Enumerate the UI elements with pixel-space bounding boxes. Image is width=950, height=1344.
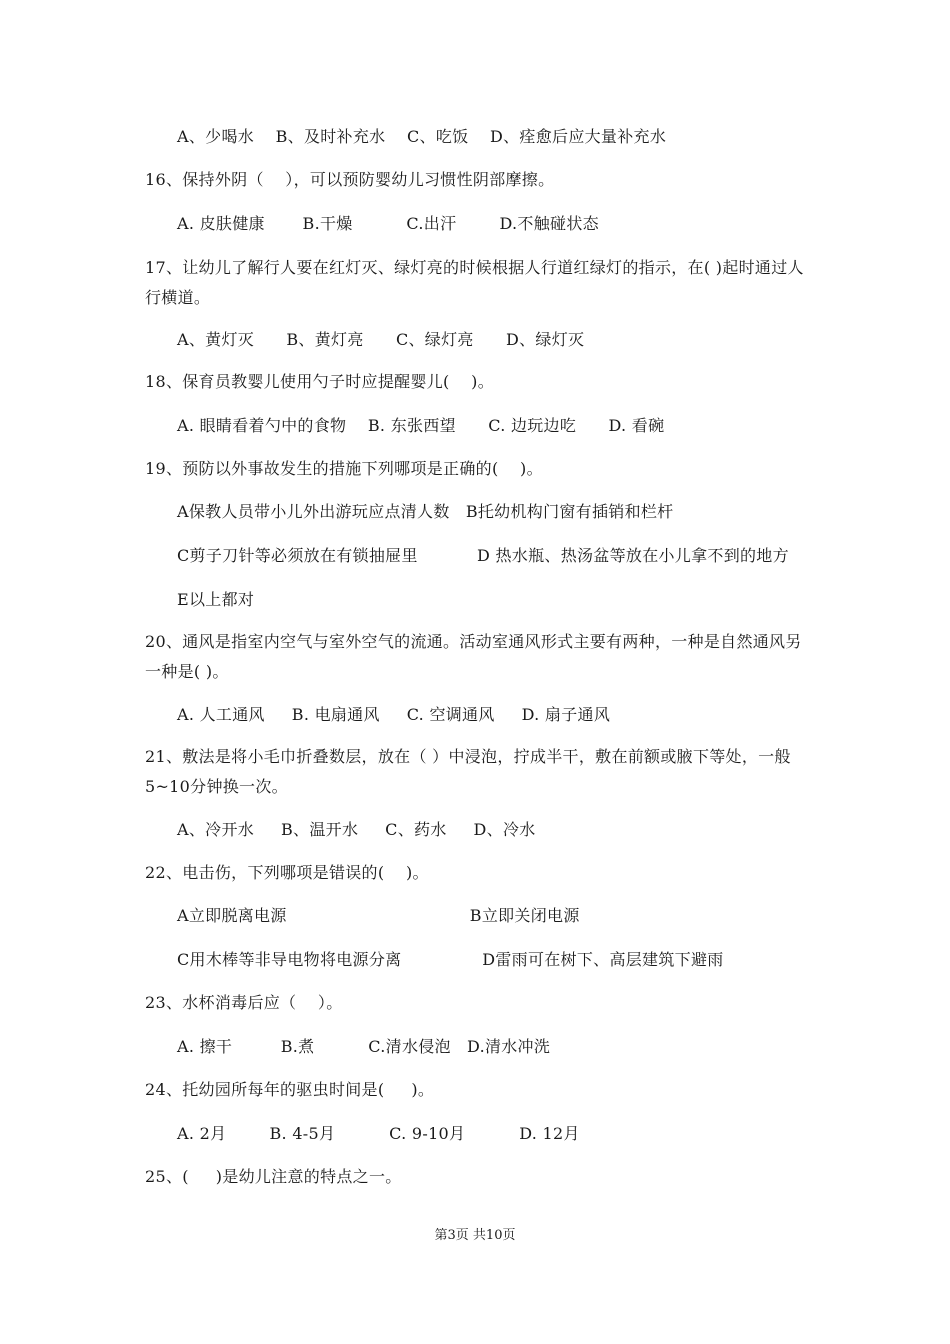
q21-options: A、冷开水 B、温开水 C、药水 D、冷水 xyxy=(177,820,536,839)
question-25: 25、( )是幼儿注意的特点之一。 xyxy=(145,1167,402,1186)
question-23: 23、水杯消毒后应（ ）。 xyxy=(145,993,343,1012)
question-16: 16、保持外阴（ ），可以预防婴幼儿习惯性阴部摩擦。 xyxy=(145,170,555,189)
q24-options: A. 2月 B. 4-5月 C. 9-10月 D. 12月 xyxy=(177,1124,580,1143)
question-22: 22、电击伤，下列哪项是错误的( )。 xyxy=(145,863,429,882)
q23-options: A. 擦干 B.煮 C.清水侵泡 D.清水冲洗 xyxy=(177,1037,551,1056)
question-24: 24、托幼园所每年的驱虫时间是( )。 xyxy=(145,1080,435,1099)
question-18: 18、保育员教婴儿使用勺子时应提醒婴儿( )。 xyxy=(145,372,494,391)
question-19: 19、预防以外事故发生的措施下列哪项是正确的( )。 xyxy=(145,459,543,478)
q19-options-row2: C剪子刀针等必须放在有锁抽屉里 D 热水瓶、热汤盆等放在小儿拿不到的地方 xyxy=(177,546,789,565)
q19-options-row1: A保教人员带小儿外出游玩应点清人数 B托幼机构门窗有插销和栏杆 xyxy=(177,502,674,521)
q20-options: A. 人工通风 B. 电扇通风 C. 空调通风 D. 扇子通风 xyxy=(177,705,611,724)
page-number-footer: 第3页 共10页 xyxy=(434,1228,516,1243)
q18-options: A. 眼睛看着勺中的食物 B. 东张西望 C. 边玩边吃 D. 看碗 xyxy=(177,416,665,435)
q19-options-row3: E以上都对 xyxy=(177,590,255,609)
q17-options: A、黄灯灭 B、黄灯亮 C、绿灯亮 D、绿灯灭 xyxy=(177,330,585,349)
q15-options: A、少喝水 B、及时补充水 C、吃饭 D、痊愈后应大量补充水 xyxy=(177,127,667,146)
q22-options-row2: C用木棒等非导电物将电源分离 D雷雨可在树下、高层建筑下避雨 xyxy=(177,950,724,969)
question-20: 20、通风是指室内空气与室外空气的流通。活动室通风形式主要有两种，一种是自然通风另一种是( )。 xyxy=(145,632,802,681)
question-17: 17、让幼儿了解行人要在红灯灭、绿灯亮的时候根据人行道红绿灯的指示，在( )起时通过人行横道。 xyxy=(145,258,804,307)
question-21: 21、敷法是将小毛巾折叠数层，放在（ ）中浸泡，拧成半干，敷在前额或腋下等处，一般5~10分钟换一次。 xyxy=(145,747,791,796)
q16-options: A. 皮肤健康 B.干燥 C.出汗 D.不触碰状态 xyxy=(177,214,599,233)
q22-options-row1: A立即脱离电源 B立即关闭电源 xyxy=(177,906,580,925)
